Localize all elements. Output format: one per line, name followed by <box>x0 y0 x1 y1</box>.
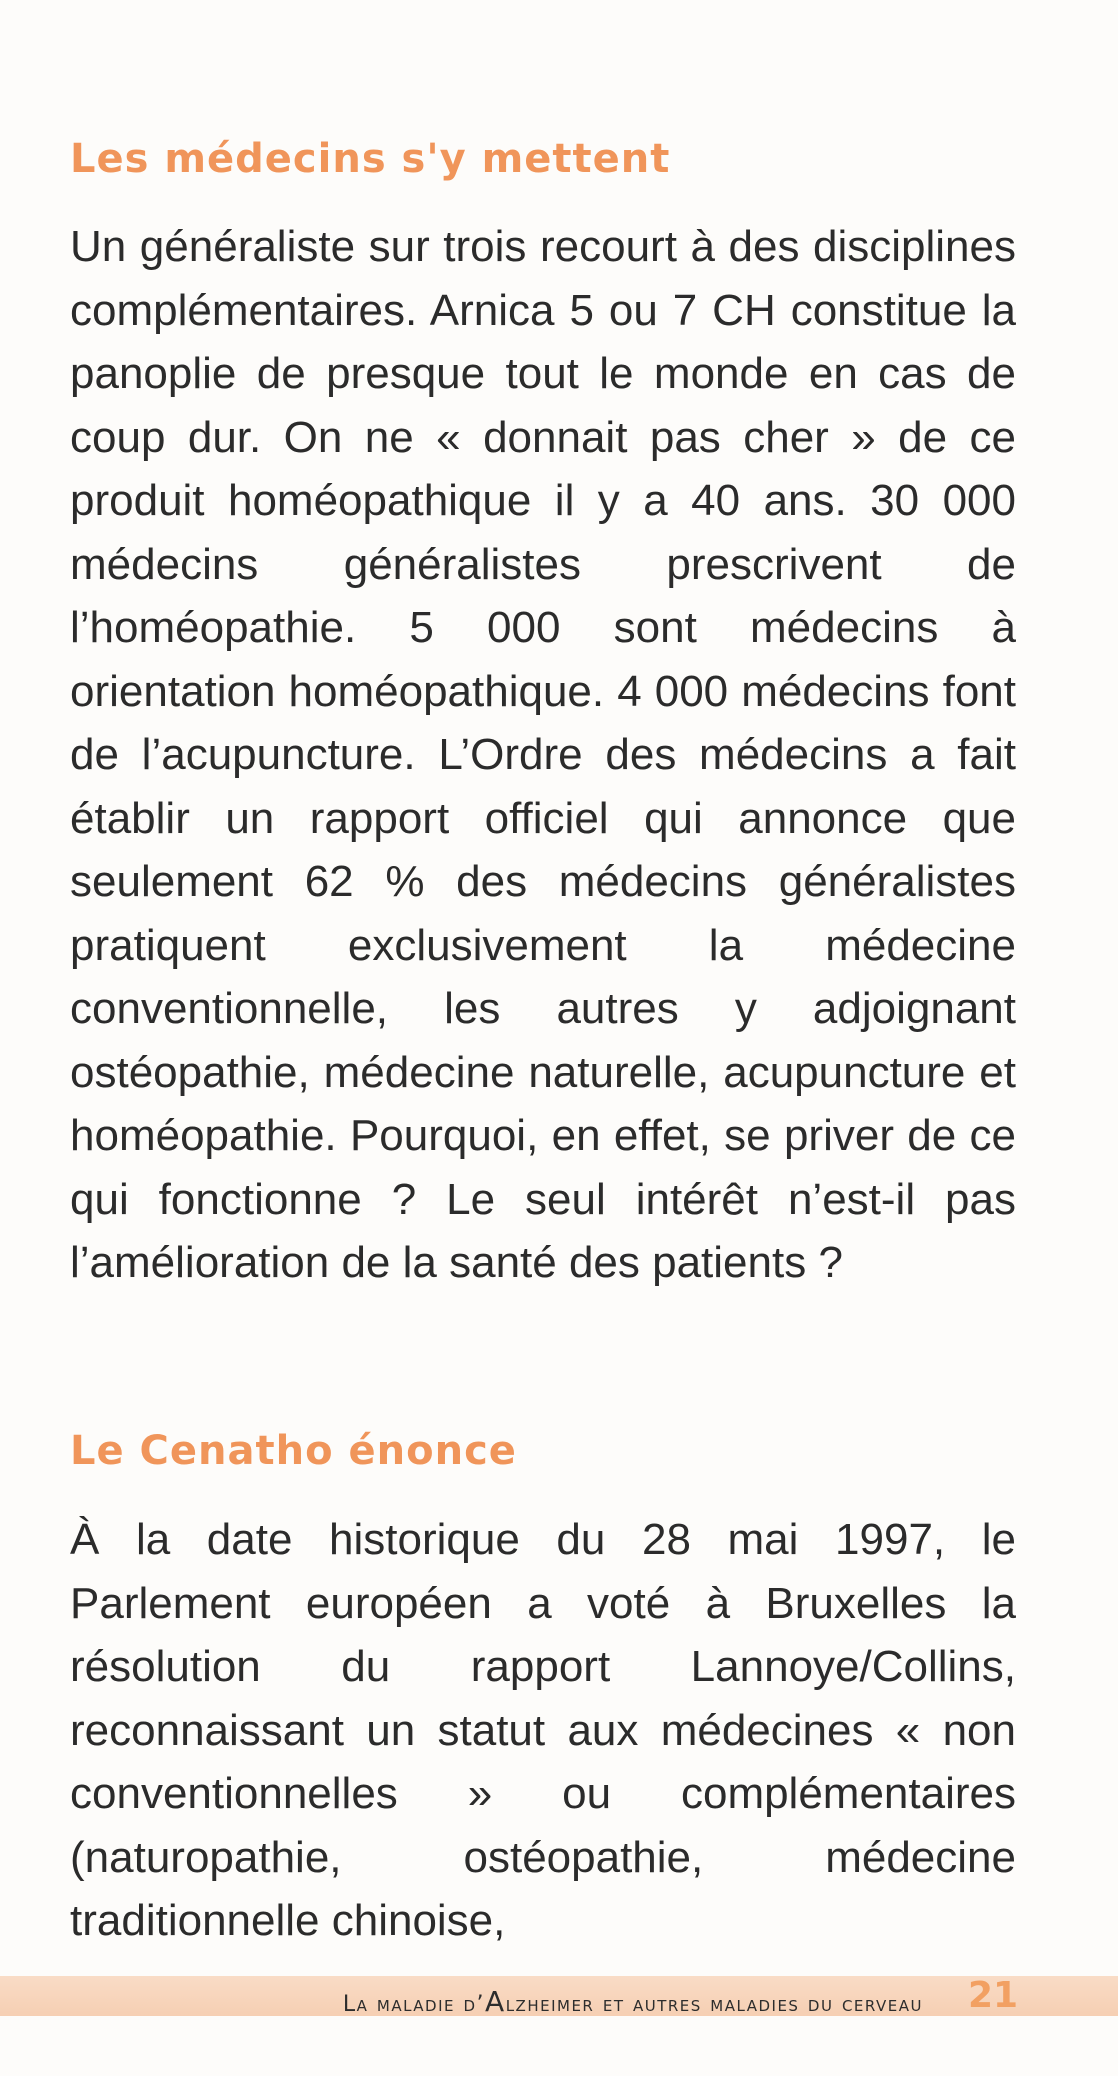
section-heading-cenatho: Le Cenatho énonce <box>70 1428 517 1474</box>
footer-book-title <box>343 1985 923 2018</box>
section-paragraph-medecins: Un généraliste sur trois recourt à des disciplines complémentaires. Arnica 5 ou 7 CH constitue la panoplie de presque tout le monde en cas de coup dur. On ne « donnait pas cher » de ce produit homéopathique il y a 40 ans. 30 000 médecins généralistes prescrivent de l’homéopathie. 5 000 sont médecins à orientation homéopathique. 4 000 médecins font de l’acupuncture. L’Ordre des médecins a fait établir un rapport officiel qui annonce que seulement 62 % des médecins généralistes pratiquent exclusivement la médecine conventionnelle, les autres y adjoignant ostéopathie, médecine naturelle, acupuncture et homéopathie. Pourquoi, en effet, se priver de ce qui fonctionne ? Le seul intérêt n’est-il pas l’amélioration de la santé des patients ? <box>70 222 1016 1287</box>
page-number: 21 <box>968 1975 1019 2016</box>
section-paragraph-cenatho: À la date historique du 28 mai 1997, le Parlement européen a voté à Bruxelles la résolution du rapport Lannoye/Collins, reconnaissant un statut aux médecines « non conventionnelles » ou complémentaires (naturopathie, ostéopathie, médecine traditionnelle chinoise, <box>70 1515 1016 1945</box>
footer-title-part-a: La maladie d’ <box>342 1992 486 2017</box>
footer-title-part-c: lzheimer et autres maladies du cerveau <box>505 1992 923 2017</box>
footer-title-part-b: A <box>485 1985 506 2018</box>
section-heading-medecins: Les médecins s'y mettent <box>70 136 671 182</box>
